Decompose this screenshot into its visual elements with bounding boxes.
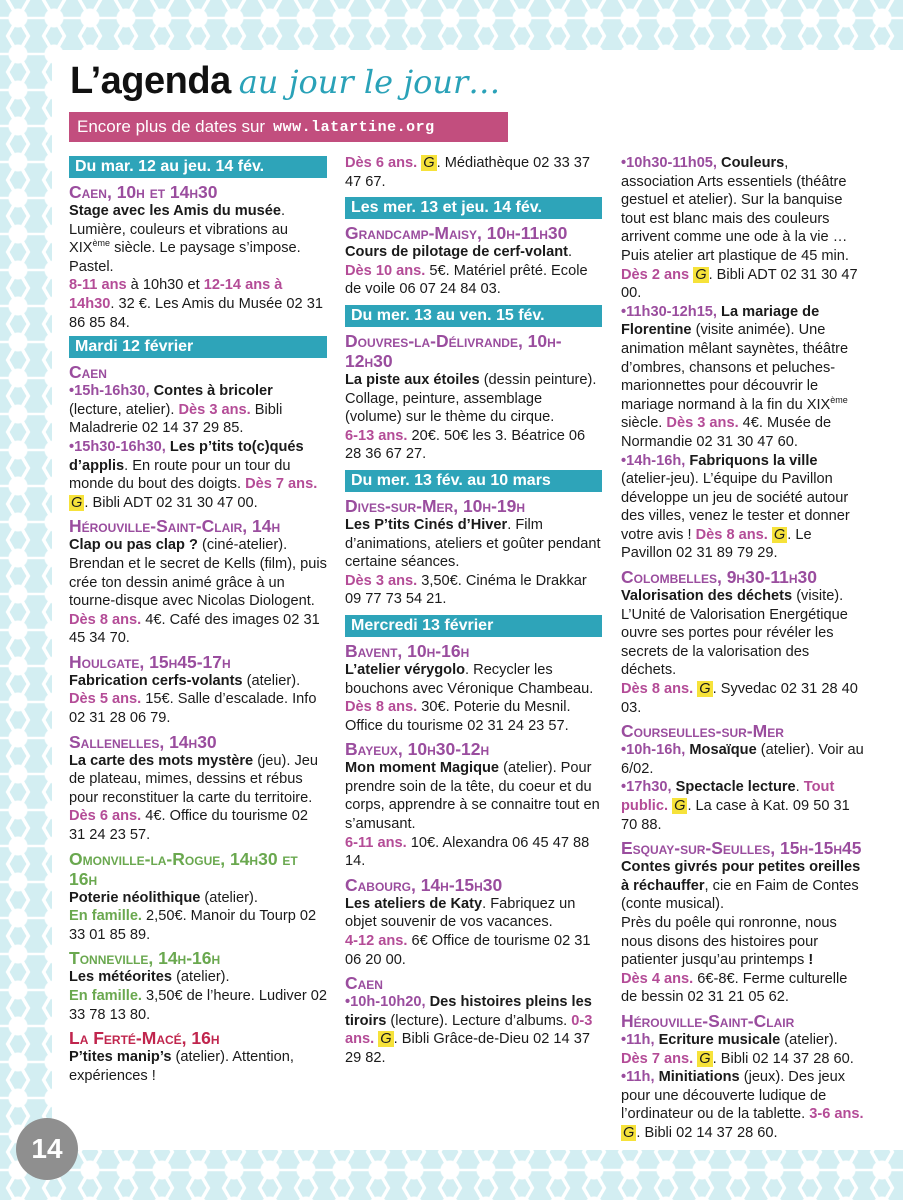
event-info: Bibli Maladrerie 02 14 37 29 85. (69, 401, 283, 437)
banner-url[interactable]: www.latartine.org (273, 118, 435, 136)
event-place: Courseulles-sur-Mer (621, 721, 784, 742)
event-item (345, 331, 602, 464)
event-place: Caen, 10h et 14h30 (69, 182, 218, 202)
event-time: •14h-16h, (621, 452, 686, 469)
event-info: . Bibli 02 14 37 28 60. (712, 1050, 854, 1067)
event-desc: , cie en Faim de Contes (conte musical). (621, 877, 859, 913)
event-time: •15h-16h30, (69, 383, 150, 400)
event-title: Ecriture musicale (654, 1031, 781, 1048)
event-info: 15€. Salle d’escalade. Info 02 31 28 06 79. (69, 691, 317, 727)
event-desc: (jeux). Des jeux pour une découverte ludique de l’ordinateur ou de la tablette. (621, 1069, 846, 1123)
event-item (69, 1028, 327, 1085)
event-place: Tonneville, 14h-16h (69, 948, 221, 969)
event-time: •15h30-16h30, (69, 438, 166, 455)
event-place: Caen (69, 362, 107, 383)
event-item (345, 973, 602, 1067)
event-age: Dès 5 ans. (69, 691, 142, 708)
event-info: 4€. Office du tourisme 02 31 24 23 57. (69, 808, 309, 844)
event-age: Dès 8 ans. (345, 699, 418, 716)
event-place: Sallenelles, 14h30 (69, 731, 217, 752)
event-title: Les P’tits Cinés d’Hiver (345, 516, 508, 533)
event-place: Douvres-la-Délivrande, 10h-12h30 (345, 330, 562, 371)
superscript: ème (830, 394, 848, 405)
event-info: 3,50€. Cinéma le Drakkar 09 77 73 54 21. (345, 572, 587, 608)
event-desc: (jeu). Jeu de plateau, mimes, dessins et rébus pour reconstituer la carte du territoire. (69, 752, 319, 806)
event-age: 6-11 ans. (345, 834, 407, 851)
event-title: Les ateliers de Katy (345, 895, 483, 912)
event-desc: (atelier-jeu). L’équipe du Pavillon développe un jeu de société autour des villes, venez le tester et donner votre avis ! (621, 471, 850, 543)
event-desc: . Film d’animations, ateliers et goûter pendant certaine séances. (345, 516, 601, 571)
event-info: . 32 €. Les Amis du Musée 02 31 86 85 84. (69, 295, 323, 331)
event-desc: (atelier). (172, 969, 230, 986)
event-age: En famille. (69, 908, 142, 925)
event-title: Fabrication cerfs-volants (69, 672, 243, 689)
event-age: 12-14 ans à 14h30 (69, 277, 283, 312)
event-place: Omonville-la-Rogue, 14h30 et 16h (69, 848, 298, 889)
event-place: La Ferté-Macé, 16h (69, 1028, 220, 1049)
event-item (69, 516, 327, 648)
event-age: Dès 4 ans. (621, 970, 694, 987)
event-title: Contes à bricoler (149, 383, 273, 400)
event-age: Dès 10 ans. (345, 262, 426, 279)
superscript: ème (92, 238, 111, 249)
event-title: Les météorites (69, 969, 173, 986)
event-time: •11h, (621, 1069, 655, 1086)
event-title: Contes givrés pour petites oreilles à réchauffer (621, 859, 861, 894)
event-info: . Bibli ADT 02 31 30 47 00. (621, 266, 858, 302)
date-band: Mardi 12 février (69, 336, 327, 358)
event-item (345, 641, 602, 735)
event-desc: . En route pour un tour du monde du bout des doigts. (69, 457, 291, 493)
event-title: La piste aux étoiles (345, 371, 480, 388)
event-desc: (lecture). Lecture d’albums. (386, 1012, 572, 1029)
event-place: Bavent, 10h-16h (345, 640, 470, 661)
event-item (69, 652, 327, 728)
event-info: . Bibli 02 14 37 28 60. (636, 1124, 778, 1141)
event-item (69, 362, 327, 512)
event-item (345, 154, 602, 191)
date-band: Du mer. 13 fév. au 10 mars (345, 470, 602, 492)
date-band: Mercredi 13 février (345, 615, 602, 637)
event-desc: (atelier). (242, 672, 301, 689)
free-badge: G (380, 1031, 392, 1048)
event-info: 6€-8€. Ferme culturelle de bessin 02 31 21 05 62. (621, 970, 848, 1006)
date-band: Les mer. 13 et jeu. 14 fév. (345, 197, 602, 219)
event-place: Hérouville-Saint-Clair, 14h (69, 516, 281, 537)
event-age: Dès 8 ans. (621, 681, 694, 698)
event-age: Dès 7 ans. (621, 1050, 694, 1067)
event-desc: siècle. Le paysage s’impose. Pastel. (69, 240, 301, 275)
event-desc: (dessin peinture). Collage, peinture, assemblage (volume) sur le thème du cirque. (345, 371, 597, 426)
event-title: Spectacle lecture (671, 779, 796, 796)
event-place: Hérouville-Saint-Clair (621, 1010, 795, 1031)
event-place: Houlgate, 15h45-17h (69, 651, 231, 672)
event-time: •10h30-11h05, (621, 155, 717, 171)
event-item: Grandcamp-Maisy, 10h-11h30 Cours de pilotage de cerf-volant. Dès 10 ans. 5€. Matériel prêté. Ecole de voile 06 07 24 84 03. (345, 223, 602, 299)
event-info: 4€. Musée de Normandie 02 31 30 47 60. (621, 415, 832, 450)
event-info: 20€. 50€ les 3. Béatrice 06 28 36 67 27. (345, 427, 586, 463)
event-age: En famille. (69, 988, 142, 1004)
event-time: •11h30-12h15, (621, 303, 717, 320)
event-title: Les p’tits to(c)qués d’applis (69, 438, 304, 474)
event-age: 8-11 ans (69, 277, 127, 294)
event-desc: (atelier). Voir au 6/02. (621, 742, 864, 777)
website-banner[interactable] (69, 112, 508, 142)
column-3 (621, 154, 865, 1147)
event-age: Dès 6 ans. (345, 155, 418, 171)
event-desc: à 10h30 et (126, 277, 204, 294)
event-desc: , association Arts essentiels (théâtre gestuel et atelier). Sur la banquise tout est blanc mais des couleurs arrivent comme une ode à la vie … Puis atelier art plastique de 45 min. (621, 155, 849, 264)
free-badge: G (699, 1050, 711, 1067)
event-info: . La case à Kat. 09 50 31 70 88. (621, 798, 850, 833)
title-main: L’agenda (70, 60, 231, 102)
event-age: Dès 8 ans. (69, 611, 142, 628)
event-info: . Le Pavillon 02 31 89 79 29. (621, 526, 812, 562)
event-age: Tout public. (621, 779, 835, 814)
event-place: Colombelles, 9h30-11h30 (621, 567, 818, 588)
event-place: Dives-sur-Mer, 10h-19h (345, 495, 526, 516)
free-badge: G (674, 798, 686, 814)
event-item (345, 739, 602, 871)
event-age: Dès 8 ans. (695, 526, 768, 543)
event-desc: (atelier). (200, 889, 258, 906)
date-band: Du mar. 12 au jeu. 14 fév. (69, 156, 327, 178)
event-desc: Près du poêle qui ronronne, nous nous disons des histoires pour patienter jusqu’au printemps (621, 914, 837, 969)
event-item (621, 154, 865, 563)
event-age: 4-12 ans. (345, 933, 408, 950)
event-age: 6-13 ans. (345, 427, 408, 444)
event-desc: (visite). L’Unité de Valorisation Energétique ouvre ses portes pour révéler les secrets de la valorisation des déchets. (621, 588, 848, 679)
column-1 (69, 154, 327, 1089)
event-place: Cabourg, 14h-15h30 (345, 874, 503, 895)
event-desc: ! (808, 952, 814, 969)
event-desc: (lecture, atelier). (69, 401, 179, 418)
event-title: Clap ou pas clap ? (69, 537, 198, 554)
event-desc: (atelier). Pour prendre soin de la tête, du coeur et du corps, apprendre à se connaitre tout en s’amusant. (345, 760, 600, 833)
event-info: 3,50€ de l’heure. Ludiver 02 33 78 13 80. (69, 988, 327, 1023)
event-age: Dès 3 ans. (666, 415, 739, 432)
event-age: Dès 6 ans. (69, 808, 142, 825)
event-title: Couleurs (716, 155, 785, 171)
page-title (70, 60, 500, 103)
event-item (621, 721, 865, 834)
free-badge: G (699, 681, 711, 698)
free-badge: G (623, 1124, 635, 1141)
event-title: L’atelier vérygolo (345, 661, 466, 678)
event-time: •10h-16h, (621, 742, 686, 759)
event-desc: (ciné-atelier). Brendan et le secret de Kells (film), puis crée ton dessin animé grâce à un tourne-disque avec Nicolas Diologent. (69, 537, 327, 610)
event-item: Caen, 10h et 14h30 Stage avec les Amis du musée. Lumière, couleurs et vibrations au XIXème siècle. Le paysage s’impose. Pastel. 8-11 ans à 10h30 et 12-14 ans à 14h30. 32 €. Les Amis du Musée 02 31 86 85 84. (69, 182, 327, 332)
page-number: 14 (16, 1118, 78, 1180)
event-place: Esquay-sur-Seulles, 15h-15h45 (621, 838, 862, 859)
event-desc: . (795, 779, 804, 796)
event-age: 3-6 ans. (809, 1106, 864, 1123)
event-info: 10€. Alexandra 06 45 47 88 14. (345, 834, 590, 870)
event-info: 5€. Matériel prêté. Ecole de voile 06 07 24 84 03. (345, 262, 588, 298)
event-info: 30€. Poterie du Mesnil. Office du tourisme 02 31 24 23 57. (345, 699, 571, 734)
event-desc: Lumière, couleurs et vibrations au XIX (69, 221, 289, 257)
event-title: Des histoires pleins les tiroirs (345, 994, 592, 1029)
title-script: au jour le jour… (238, 63, 501, 101)
event-desc: (atelier). Attention, expériences ! (69, 1049, 294, 1084)
event-desc: (visite animée). Une animation mêlant saynètes, théâtre d’ombres, chansons et peluches-marionnettes pour découvrir le mariage normand à la fin du XIX (621, 322, 849, 413)
event-info: . Syvedac 02 31 28 40 03. (621, 681, 858, 716)
event-title: P’tites manip’s (69, 1049, 172, 1066)
event-place: Caen (345, 973, 383, 994)
event-item (69, 732, 327, 845)
free-badge: G (71, 494, 83, 511)
free-badge: G (695, 266, 707, 283)
event-item (345, 875, 602, 969)
date-band: Du mer. 13 au ven. 15 fév. (345, 305, 602, 327)
event-age: Dès 2 ans (621, 266, 690, 283)
event-time: •10h-10h20, (345, 994, 426, 1011)
event-item (621, 1011, 865, 1143)
event-time: •17h30, (621, 779, 672, 796)
event-age: Dès 3 ans. (345, 572, 418, 589)
event-place: Bayeux, 10h30-12h (345, 739, 490, 760)
event-title: La carte des mots mystère (69, 752, 254, 769)
event-info: 2,50€. Manoir du Tourp 02 33 01 85 89. (69, 908, 317, 943)
event-title: Stage avec les Amis du musée (69, 203, 281, 219)
event-info: 6€ Office de tourisme 02 31 06 20 00. (345, 933, 591, 968)
event-title: Poterie néolithique (69, 889, 201, 906)
event-item (621, 838, 865, 1007)
event-title: Mon moment Magique (345, 760, 500, 777)
banner-text: Encore plus de dates sur (77, 117, 266, 136)
event-title: Fabriquons la ville (685, 452, 818, 469)
free-badge: G (773, 526, 786, 543)
event-info: . Médiathèque 02 33 37 47 67. (345, 155, 590, 190)
column-2 (345, 154, 602, 1072)
free-badge: G (423, 155, 435, 171)
event-time: •11h, (621, 1031, 655, 1048)
event-desc: (atelier). (780, 1031, 838, 1048)
event-desc: . Fabriquez un objet souvenir de vos vacances. (345, 895, 576, 931)
event-title: Mosaïque (685, 742, 757, 759)
event-title: La mariage de Florentine (621, 303, 820, 339)
event-item (345, 496, 602, 609)
event-title: Minitiations (654, 1069, 740, 1086)
event-info: . Bibli ADT 02 31 30 47 00. (84, 494, 258, 511)
event-info: . Bibli Grâce-de-Dieu 02 14 37 29 82. (345, 1031, 590, 1066)
event-title: Valorisation des déchets (621, 588, 793, 605)
event-age: Dès 3 ans. (178, 401, 251, 418)
event-age: Dès 7 ans. (245, 476, 318, 493)
event-desc: siècle. (621, 415, 667, 432)
event-item (69, 849, 327, 945)
event-title: Cours de pilotage de cerf-volant (345, 244, 568, 261)
event-desc: . Recycler les bouchons avec Véronique Chambeau. (345, 661, 594, 697)
event-item (69, 948, 327, 1024)
event-place: Grandcamp-Maisy, 10h-11h30 (345, 223, 568, 244)
event-age: 0-3 ans. (345, 1012, 593, 1048)
event-info: 4€. Café des images 02 31 45 34 70. (69, 611, 320, 647)
event-item (621, 567, 865, 717)
